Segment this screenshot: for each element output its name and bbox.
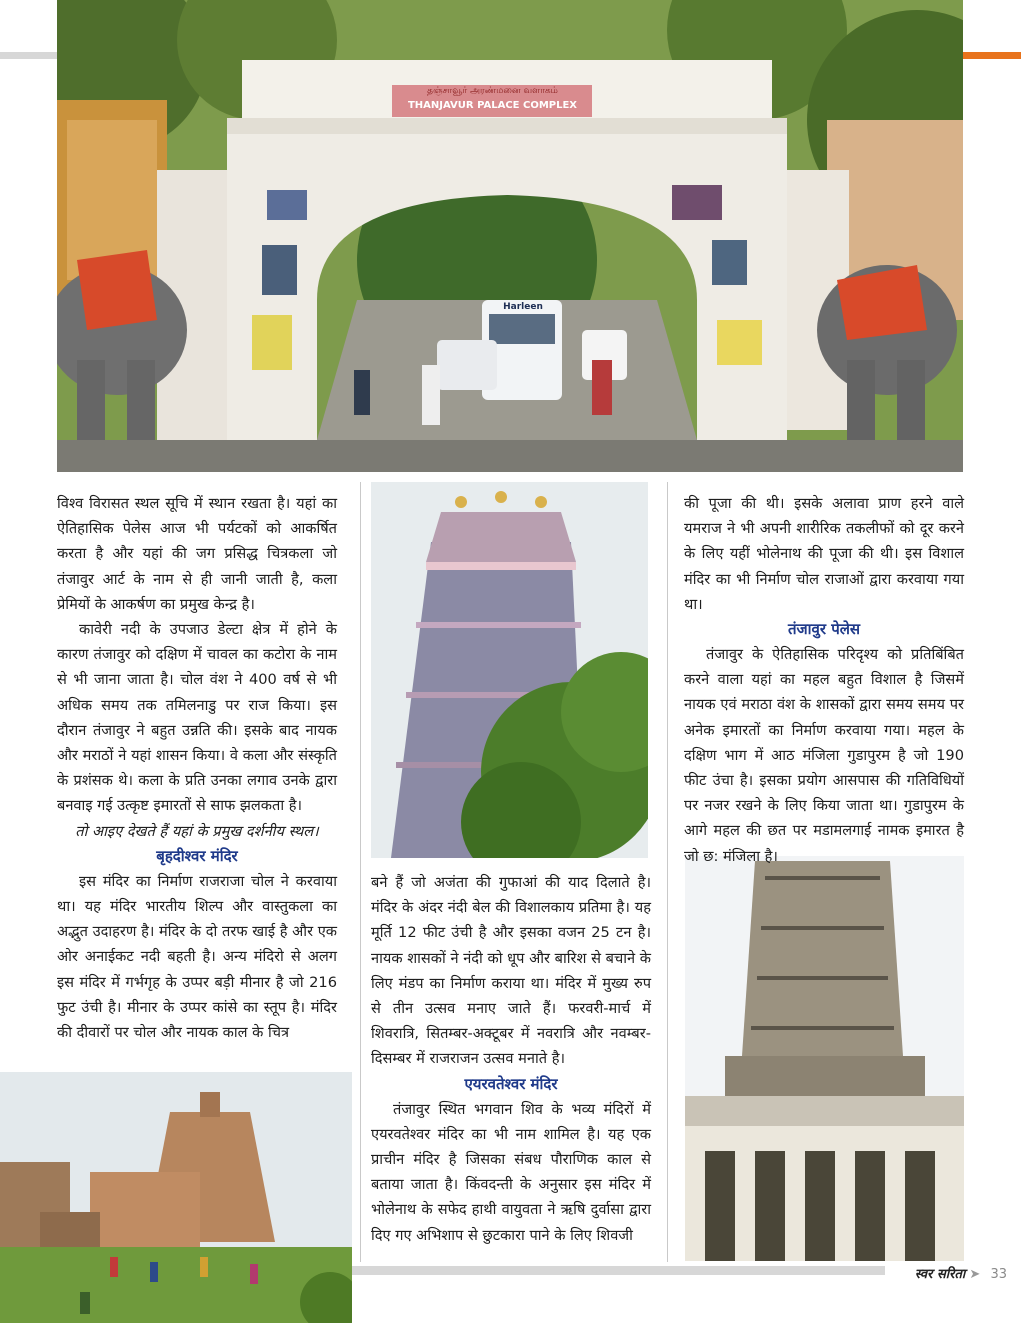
sign-tamil: தஞ்சாவூர் அரண்மனை வளாகம் — [427, 86, 558, 96]
page-number: 33 — [990, 1267, 1007, 1282]
column-2 — [371, 870, 651, 1248]
magazine-name: स्वर सरिता — [914, 1267, 966, 1282]
col3-paragraph-2: तंजावुर के ऐतिहासिक परिदृश्य को प्रतिबिंबित करने वाला यहां का महल बहुत विशाल है जिसमें नायक एवं मराठा वंश के शासकों द्वारा समय समय पर अनेक इमारतों का निर्माण करवाया गया। महल के दक्षिण भाग में आठ मंजिला गुडापुरम है जो 190 फीट उंचा है। इसका प्रयोग आसपास की गतिविधियों पर नजर रखने के लिए किया जाता था। गुडापुरम के आगे महल की छत पर मडामलगाई नामक इमारत है जो छ: मंजिला है। — [684, 646, 964, 865]
orange-accent-bar — [962, 52, 1021, 59]
hero-photo-palace-gate — [57, 0, 963, 472]
sign-english: THANJAVUR PALACE COMPLEX — [407, 100, 578, 111]
heading-brihadeeswarar: बृहदीश्वर मंदिर — [156, 846, 238, 865]
bus-text: Harleen — [503, 302, 543, 312]
column-1 — [57, 491, 337, 1045]
heading-thanjavur-palace: तंजावुर पेलेस — [787, 620, 861, 639]
column-3 — [684, 491, 964, 869]
col1-paragraph-2: कावेरी नदी के उपजाउ डेल्टा क्षेत्र में होने के कारण तंजावुर को दक्षिण में चावल का कटोरा के नाम से भी जाना जाता है। चोल वंश ने 400 वर्ष से भी अधिक समय तक तमिलनाडु पर राज किया। इस दौरान तंजावुर ने बहुत उन्नति की। इसके बाद नायक और मराठों ने यहां शासन किया। वे कला और संस्कृति के प्रशंसक थे। कला के प्रति उनका लगाव उनके द्वारा बनवाइ गई उत्कृष्ट इमारतों से साफ झलकता है। — [57, 621, 337, 815]
photo-brihadeeswarar-temple — [0, 1072, 352, 1323]
col2-paragraph-1: बने हैं जो अजंता की गुफाआं की याद दिलाते है। मंदिर के अंदर नंदी बेल की विशालकाय प्रतिमा है। यह मूर्ति 12 फीट उंची है और इसका वजन 25 टन है। नायक शासकों ने नंदी को धूप और बारिश से बचाने के लिए मंडप का निर्माण कराया था। मंदिर में मुख्य रुप से तीन उत्सव मनाए जाते हैं। फरवरी-मार्च में शिवरात्रि, सितम्बर-अक्टूबर में नवरात्रि और नवम्बर-दिसम्बर में राजराजन उत्सव मनाते है। — [371, 874, 651, 1068]
col1-paragraph-1: विश्व विरासत स्थल सूचि में स्थान रखता है। यहां का ऐतिहासिक पेलेस आज भी पर्यटकों को आकर्षित करता है और यहां की जग प्रसिद्ध चित्रकला जो तंजावुर आर्ट के नाम से ही जानी जाती है, कला प्रेमियों के आकर्षण का प्रमुख केन्द्र है। — [57, 495, 337, 613]
page-folio — [915, 1264, 1007, 1282]
col1-lead-line: तो आइए देखते हैं यहां के प्रमुख दर्शनीय स्थल। — [75, 822, 319, 840]
col2-paragraph-2: तंजावुर स्थित भगवान शिव के भव्य मंदिरों में एयरवतेश्वर मंदिर का भी नाम शामिल है। यह एक प्राचीन मंदिर है जिसका संबध पौराणिक काल से बताया जाता है। किंवदन्ती के अनुसार इस मंदिर में भोलेनाथ के सफेद हाथी वायुवता ने ऋषि दुर्वासा द्वारा दिए गए अभिशाप से छुटकारा पाने के लिए शिवजी — [371, 1100, 651, 1244]
photo-temple-gopuram — [371, 482, 648, 858]
column-rule-1 — [360, 482, 361, 1262]
footer-rule — [352, 1266, 885, 1275]
folio-arrow-icon: ➤ — [969, 1267, 981, 1282]
col3-paragraph-1: की पूजा की थी। इसके अलावा प्राण हरने वाले यमराज ने भी अपनी शारीरिक तकलीफों को दूर करने के लिए यहीं भोलेनाथ की पूजा की थी। इस विशाल मंदिर का भी निर्माण चोल राजाओं द्वारा करवाया गया था। — [684, 495, 964, 613]
photo-thanjavur-palace-tower — [685, 856, 964, 1261]
column-rule-2 — [667, 482, 668, 1262]
col1-paragraph-3: इस मंदिर का निर्माण राजराजा चोल ने करवाया था। यह मंदिर भारतीय शिल्प और वास्तुकला का अद्भुत उदाहरण है। मंदिर के दो तरफ खाई है और एक ओर अनाईकट नदी बहती है। अन्य मंदिरो से अलग इस मंदिर में गर्भगृह के उप्पर बड़ी मीनार है जो 216 फुट उंची है। मीनार के उप्पर कांसे का स्तूप है। मंदिर की दीवारों पर चोल और नायक काल के चित्र — [57, 872, 337, 1042]
heading-airavatesvara: एयरवतेश्वर मंदिर — [464, 1074, 558, 1093]
top-rule-left — [0, 52, 58, 59]
